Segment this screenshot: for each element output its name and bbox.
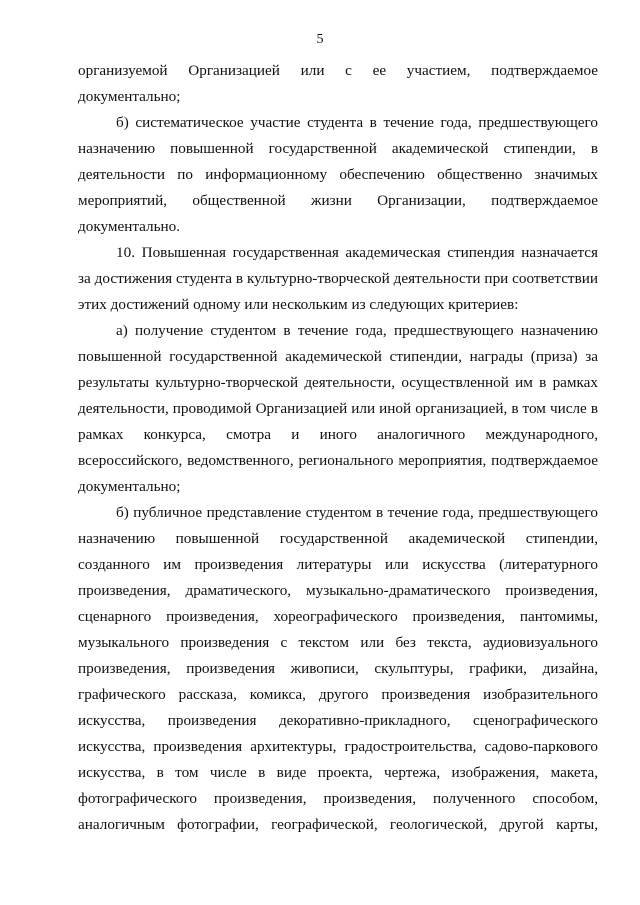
text-line: документально; (78, 88, 181, 105)
page-number: 5 (316, 32, 324, 47)
text-line: результаты культурно-творческой деятельности, осуществленной им в рамках (78, 374, 598, 391)
text-line: 10. Повышенная государственная академическая стипендия назначается (116, 244, 598, 261)
text-line: б) публичное представление студентом в течение года, предшествующего (116, 504, 598, 521)
text-line: произведения, драматического, музыкально-драматического произведения, (78, 582, 598, 599)
text-line: искусства, в том числе в виде проекта, чертежа, изображения, макета, (78, 764, 598, 781)
text-line: музыкального произведения с текстом или без текста, аудиовизуального (78, 634, 598, 651)
text-line: деятельности, проводимой Организацией или иной организацией, в том числе в (78, 400, 598, 417)
text-line: фотографического произведения, произведения, полученного способом, (78, 790, 598, 807)
text-line: повышенной государственной академической стипендии, награды (приза) за (78, 348, 598, 365)
text-line: сценарного произведения, хореографического произведения, пантомимы, (78, 608, 598, 625)
text-line: этих достижений одному или нескольким из следующих критериев: (78, 296, 519, 313)
text-line: искусства, произведения декоративно-прикладного, сценографического (78, 712, 598, 729)
text-line: документально. (78, 218, 181, 235)
text-line: за достижения студента в культурно-творческой деятельности при соответствии (78, 270, 598, 287)
text-line: документально; (78, 478, 181, 495)
text-line: назначению повышенной государственной академической стипендии, (78, 530, 598, 547)
text-line: мероприятий, общественной жизни Организации, подтверждаемое (78, 192, 598, 209)
text-line: аналогичным фотографии, географической, геологической, другой карты, (78, 816, 598, 833)
text-line: а) получение студентом в течение года, предшествующего назначению (116, 322, 598, 339)
text-line: рамках конкурса, смотра и иного аналогичного международного, (78, 426, 598, 443)
text-line: всероссийского, ведомственного, регионального мероприятия, подтверждаемое (78, 452, 598, 469)
text-line: произведения, произведения живописи, скульптуры, графики, дизайна, (78, 660, 598, 677)
text-line: деятельности по информационному обеспечению общественно значимых (78, 166, 598, 183)
text-line: назначению повышенной государственной академической стипендии, в (78, 140, 598, 157)
text-line: б) систематическое участие студента в течение года, предшествующего (116, 114, 598, 131)
text-line: организуемой Организацией или с ее участием, подтверждаемое (78, 62, 598, 79)
text-line: графического рассказа, комикса, другого произведения изобразительного (78, 686, 598, 703)
text-line: созданного им произведения литературы или искусства (литературного (78, 556, 598, 573)
text-line: искусства, произведения архитектуры, градостроительства, садово-паркового (78, 738, 598, 755)
